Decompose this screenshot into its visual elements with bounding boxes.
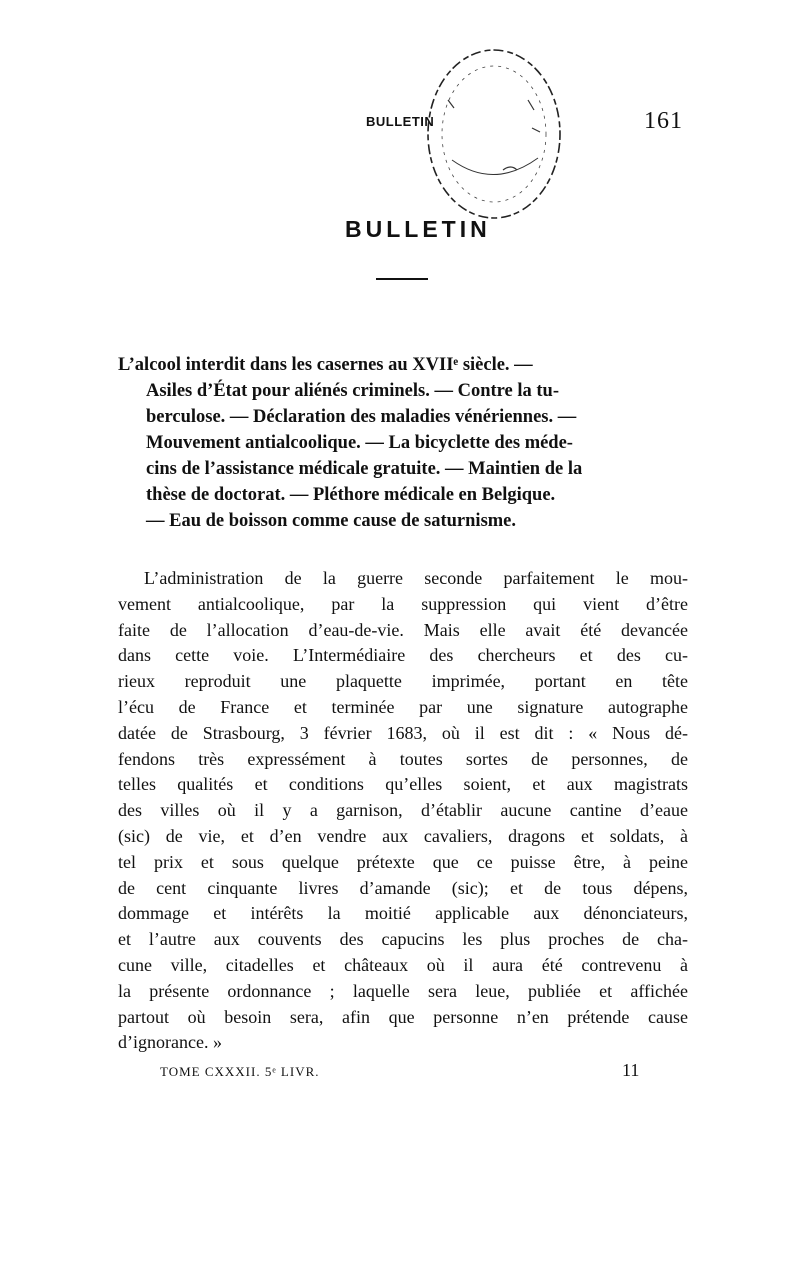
body-line: tel prix et sous quelque prétexte que ce puisse être, à peine xyxy=(118,851,688,872)
summary-line: — Eau de boisson comme cause de saturnisme. xyxy=(146,511,517,531)
summary-line: Mouvement antialcoolique. — La bicyclette des méde- xyxy=(146,433,573,453)
body-line: cune ville, citadelles et châteaux où il aura été contrevenu à xyxy=(118,954,688,975)
footer-volume: TOME CXXXII. 5ᵉ LIVR. xyxy=(160,1064,320,1079)
body-line: et l’autre aux couvents des capucins les plus proches de cha- xyxy=(118,929,688,950)
body-line: L’administration de la guerre seconde parfaitement le mou- xyxy=(144,568,688,588)
summary-line: L’alcool interdit dans les casernes au XVIIᵉ siècle. — xyxy=(118,355,533,375)
body-line: la présente ordonnance ; laquelle sera leue, publiée et affichée xyxy=(118,980,688,1001)
body-line: faite de l’allocation d’eau-de-vie. Mais elle avait été devancée xyxy=(118,619,688,640)
summary-line: berculose. — Déclaration des maladies vénériennes. — xyxy=(146,407,577,427)
body-line: (sic) de vie, et d’en vendre aux cavaliers, dragons et soldats, à xyxy=(118,825,688,846)
body-line: fendons très expressément à toutes sortes de personnes, de xyxy=(118,748,688,769)
body-paragraph xyxy=(118,566,688,1056)
summary-line: Asiles d’État pour aliénés criminels. — Contre la tu- xyxy=(146,381,559,401)
section-title: BULLETIN xyxy=(345,216,491,242)
body-line: dans cette voie. L’Intermédiaire des chercheurs et des cu- xyxy=(118,645,688,666)
summary-line: thèse de doctorat. — Pléthore médicale en Belgique. xyxy=(146,485,556,505)
body-line: d’ignorance. » xyxy=(118,1032,222,1053)
body-line: des villes où il y a garnison, d’établir aucune cantine d’eaue xyxy=(118,800,688,821)
summary-block xyxy=(118,352,688,534)
body-line: dommage et intérêts la moitié applicable aux dénonciateurs, xyxy=(118,903,688,924)
library-stamp-icon xyxy=(408,40,578,240)
body-line: telles qualités et conditions qu’elles soient, et aux magistrats xyxy=(118,774,688,795)
page-number: 161 xyxy=(644,108,683,134)
running-head: BULLETIN xyxy=(366,114,435,129)
body-line: vement antialcoolique, par la suppression qui vient d’être xyxy=(118,593,688,614)
footer-signature-mark: 11 xyxy=(622,1060,640,1080)
body-line: partout où besoin sera, afin que personne n’en prétende cause xyxy=(118,1006,688,1027)
title-rule xyxy=(376,278,428,280)
body-line: datée de Strasbourg, 3 février 1683, où il est dit : « Nous dé- xyxy=(118,722,688,743)
body-line: de cent cinquante livres d’amande (sic); et de tous dépens, xyxy=(118,877,688,898)
body-line: l’écu de France et terminée par une signature autographe xyxy=(118,696,688,717)
summary-line: cins de l’assistance médicale gratuite. — Maintien de la xyxy=(146,459,583,479)
body-line: rieux reproduit une plaquette imprimée, portant en tête xyxy=(118,671,688,692)
